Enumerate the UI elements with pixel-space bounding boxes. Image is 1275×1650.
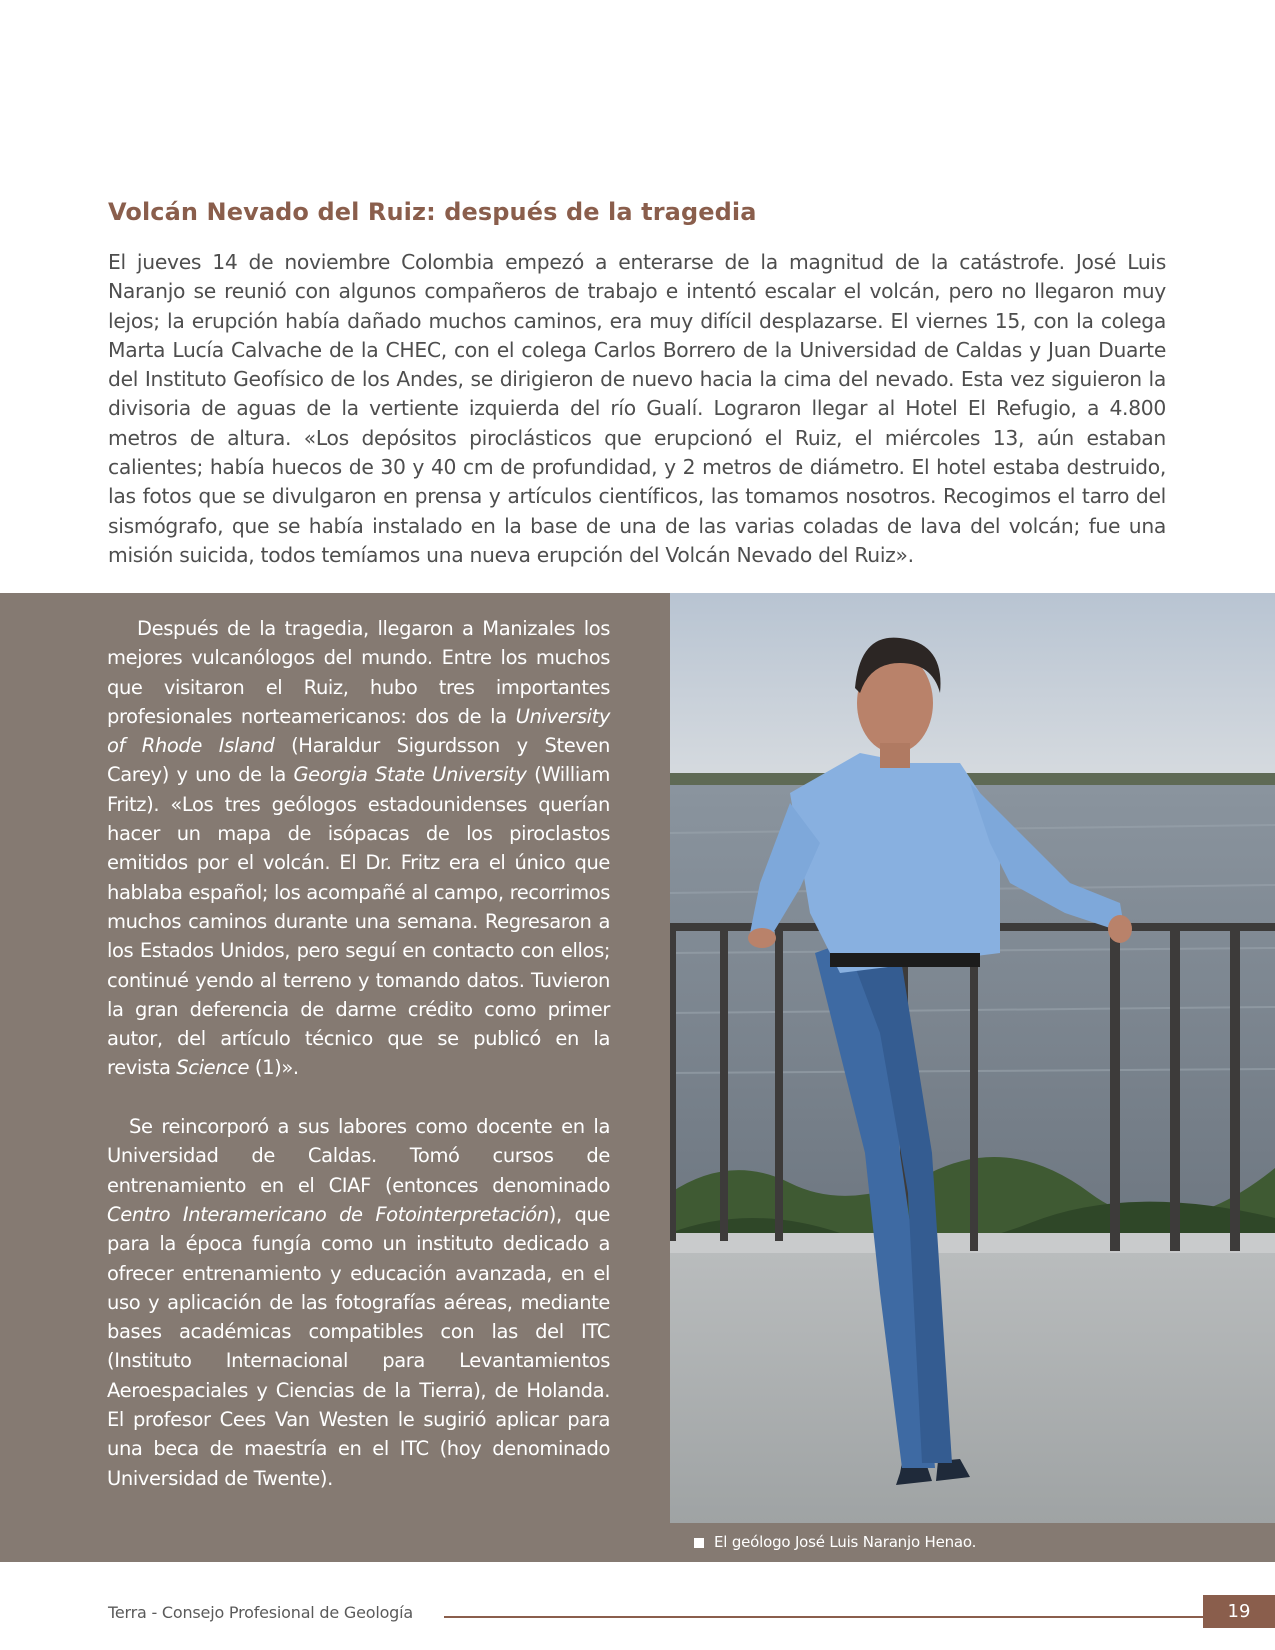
section-heading: Volcán Nevado del Ruiz: después de la tragedia [108,198,757,226]
footer-publication: Terra - Consejo Profesional de Geología [108,1603,413,1622]
caption-bullet-icon [694,1538,704,1548]
panel-text [107,614,610,1493]
panel-paragraph-2: Se reincorporó a sus labores como docente en la Universidad de Caldas. Tomó cursos de entrenamiento en el CIAF (entonces denominado Centro Interamericano de Fotointerpretación), que para la época fungía como un instituto dedicado a ofrecer entrenamiento y educación avanzada, en el uso y aplicación de las fotografías aéreas, mediante bases académicas compatibles con las del ITC (Instituto Internacional para Levantamientos Aeroespaciales y Ciencias de la Tierra), de Holanda. El profesor Cees Van Westen le sugirió aplicar para una beca de maestría en el ITC (hoy denominado Universidad de Twente). [107,1115,610,1490]
portrait-photo [670,593,1275,1523]
photo-caption: El geólogo José Luis Naranjo Henao. [714,1533,977,1551]
intro-paragraph: El jueves 14 de noviembre Colombia empezó a enterarse de la magnitud de la catástrofe. José Luis Naranjo se reunió con algunos compañeros de trabajo e intentó escalar el volcán, pero no llegaron muy lejos; la erupción había dañado muchos caminos, era muy difícil desplazarse. El viernes 15, con la colega Marta Lucía Calvache de la CHEC, con el colega Carlos Borrero de la Universidad de Caldas y Juan Duarte del Instituto Geofísico de los Andes, se dirigieron de nuevo hacia la cima del nevado. Esta vez siguieron la divisoria de aguas de la vertiente izquierda del río Gualí. Lograron llegar al Hotel El Refugio, a 4.800 metros de altura. «Los depósitos piroclásticos que erupcionó el Ruiz, el miércoles 13, aún estaban calientes; había huecos de 30 y 40 cm de profundidad, y 2 metros de diámetro. El hotel estaba destruido, las fotos que se divulgaron en prensa y artículos científicos, las tomamos nosotros. Recogimos el tarro del sismógrafo, que se había instalado en la base de una de las varias coladas de lava del volcán; fue una misión suicida, todos temíamos una nueva erupción del Volcán Nevado del Ruiz». [108,250,1166,567]
page-number: 19 [1203,1595,1275,1628]
footer-rule [444,1616,1204,1618]
panel-paragraph-1: Después de la tragedia, llegaron a Manizales los mejores vulcanólogos del mundo. Entre los muchos que visitaron el Ruiz, hubo tres importantes profesionales norteamericanos: dos de la University of Rhode Island (Haraldur Sigurdsson y Steven Carey) y uno de la Georgia State University (William Fritz). «Los tres geólogos estadounidenses querían hacer un mapa de isópacas de los piroclastos emitidos por el volcán. El Dr. Fritz era el único que hablaba español; los acompañé al campo, recorrimos muchos caminos durante una semana. Regresaron a los Estados Unidos, pero seguí en contacto con ellos; continué yendo al terreno y tomando datos. Tuvieron la gran deferencia de darme crédito como primer autor, del artículo técnico que se publicó en la revista Science (1)». [107,617,610,1080]
